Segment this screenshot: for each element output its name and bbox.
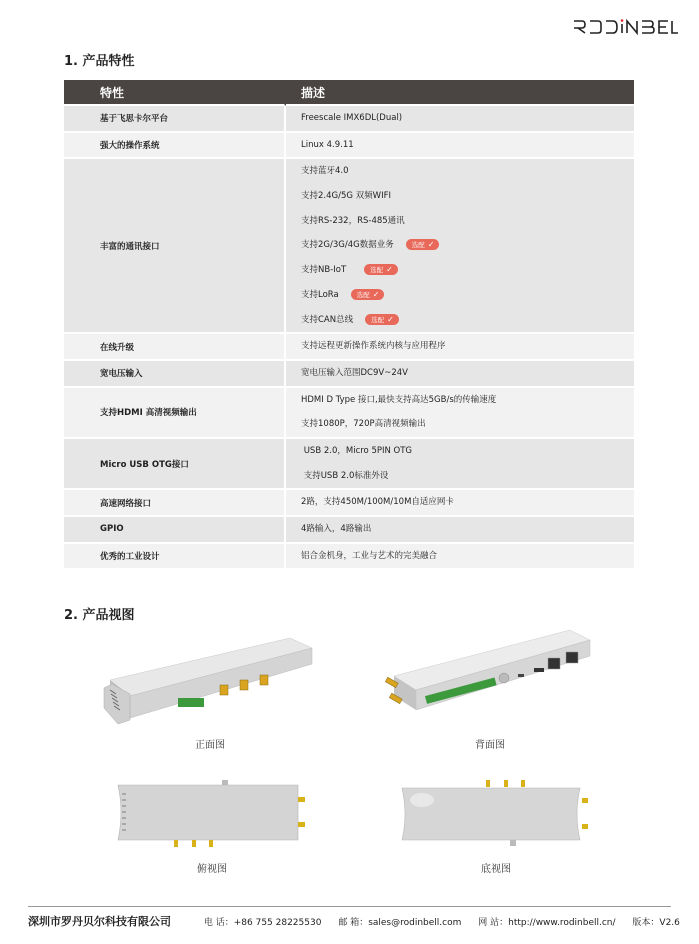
description-line: 铝合金机身，工业与艺术的完美融合 bbox=[301, 550, 438, 561]
footer-phone: 电 话：+86 755 28225530 bbox=[203, 918, 322, 928]
description-line: 2路，支持450M/100M/10M自适应网卡 bbox=[301, 497, 454, 508]
feature-cell: 宽电压输入 bbox=[64, 361, 286, 388]
rodinbell-logo bbox=[572, 15, 682, 37]
view-caption: 底视图 bbox=[481, 864, 511, 875]
section-title-features: 1. 产品特性 bbox=[64, 54, 135, 69]
checkmark-icon: ✓ bbox=[372, 289, 380, 299]
feature-cell: 优秀的工业设计 bbox=[64, 544, 286, 571]
feature-cell: 高速网络接口 bbox=[64, 490, 286, 517]
checkmark-icon: ✓ bbox=[386, 265, 393, 275]
feature-cell: 丰富的通讯接口 bbox=[64, 159, 286, 334]
footer-email[interactable]: 邮 箱：sales@rodinbell.com bbox=[338, 918, 462, 928]
table-row bbox=[64, 439, 634, 490]
table-row bbox=[64, 133, 634, 160]
description-line: 宽电压输入范围DC9V~24V bbox=[301, 367, 408, 378]
company-name: 深圳市罗丹贝尔科技有限公司 bbox=[28, 915, 171, 928]
optional-badge: 选配 ✓ bbox=[406, 239, 440, 250]
view-caption: 背面图 bbox=[475, 740, 505, 751]
device-front-image bbox=[100, 628, 320, 728]
description-line: 支持USB 2.0标准外设 bbox=[301, 470, 389, 481]
product-view-front bbox=[100, 628, 320, 756]
feature-cell: 基于飞思卡尔平台 bbox=[64, 106, 286, 133]
product-view-bottom bbox=[396, 780, 596, 880]
footer-divider bbox=[28, 906, 671, 907]
device-back-image bbox=[380, 628, 600, 728]
description-line: 支持2G/3G/4G数据业务 选配 ✓ bbox=[301, 233, 634, 258]
column-header-description: 描述 bbox=[286, 80, 634, 106]
table-row bbox=[64, 159, 634, 334]
description-line: Freescale IMX6DL(Dual) bbox=[301, 113, 403, 123]
description-line: HDMI D Type 接口,最快支持高达5GB/s的传输速度 bbox=[301, 394, 497, 405]
table-row bbox=[64, 388, 634, 439]
footer-website[interactable]: 网 站：http://www.rodinbell.cn/ bbox=[478, 918, 616, 928]
description-line: 支持2.4G/5G 双频WIFI bbox=[301, 191, 391, 202]
feature-cell: 在线升级 bbox=[64, 334, 286, 361]
table-row bbox=[64, 517, 634, 544]
feature-cell: Micro USB OTG接口 bbox=[64, 439, 286, 490]
description-line: 支持远程更新操作系统内核与应用程序 bbox=[301, 341, 446, 352]
footer-version: 版本：V2.6 bbox=[632, 918, 680, 928]
product-view-top bbox=[112, 780, 312, 880]
table-row bbox=[64, 334, 634, 361]
optional-badge: 选配 ✓ bbox=[365, 314, 399, 325]
checkmark-icon: ✓ bbox=[387, 314, 394, 324]
description-line: Linux 4.9.11 bbox=[301, 139, 354, 150]
checkmark-icon: ✓ bbox=[427, 240, 435, 250]
device-top-image bbox=[112, 780, 312, 852]
table-row bbox=[64, 544, 634, 571]
optional-badge: 选配 ✓ bbox=[364, 264, 398, 275]
description-line: 4路输入，4路输出 bbox=[301, 524, 372, 534]
table-row bbox=[64, 490, 634, 517]
description-line: 支持NB-IoT 选配 ✓ bbox=[301, 258, 634, 283]
feature-cell: 支持HDMI 高清视频输出 bbox=[64, 388, 286, 439]
column-header-feature: 特性 bbox=[64, 80, 286, 106]
view-caption: 正面图 bbox=[195, 740, 225, 751]
description-line: 支持CAN总线 选配 ✓ bbox=[301, 308, 634, 333]
device-bottom-image bbox=[396, 780, 596, 852]
product-view-back bbox=[380, 628, 600, 756]
description-line: USB 2.0，Micro 5PIN OTG bbox=[301, 445, 413, 456]
feature-cell: 强大的操作系统 bbox=[64, 133, 286, 160]
section-title-views: 2. 产品视图 bbox=[64, 608, 135, 623]
table-row bbox=[64, 361, 634, 388]
feature-cell: GPIO bbox=[64, 517, 286, 544]
optional-badge: 选配 ✓ bbox=[351, 289, 385, 300]
description-line: 支持LoRa 选配 ✓ bbox=[301, 283, 634, 308]
feature-table bbox=[64, 80, 634, 570]
description-line: 支持RS-232，RS-485通讯 bbox=[301, 215, 405, 226]
description-line: 支持蓝牙4.0 bbox=[301, 166, 349, 177]
footer bbox=[28, 913, 688, 929]
view-caption: 俯视图 bbox=[197, 864, 227, 875]
description-line: 支持1080P，720P高清视频输出 bbox=[301, 419, 426, 430]
table-row bbox=[64, 106, 634, 133]
